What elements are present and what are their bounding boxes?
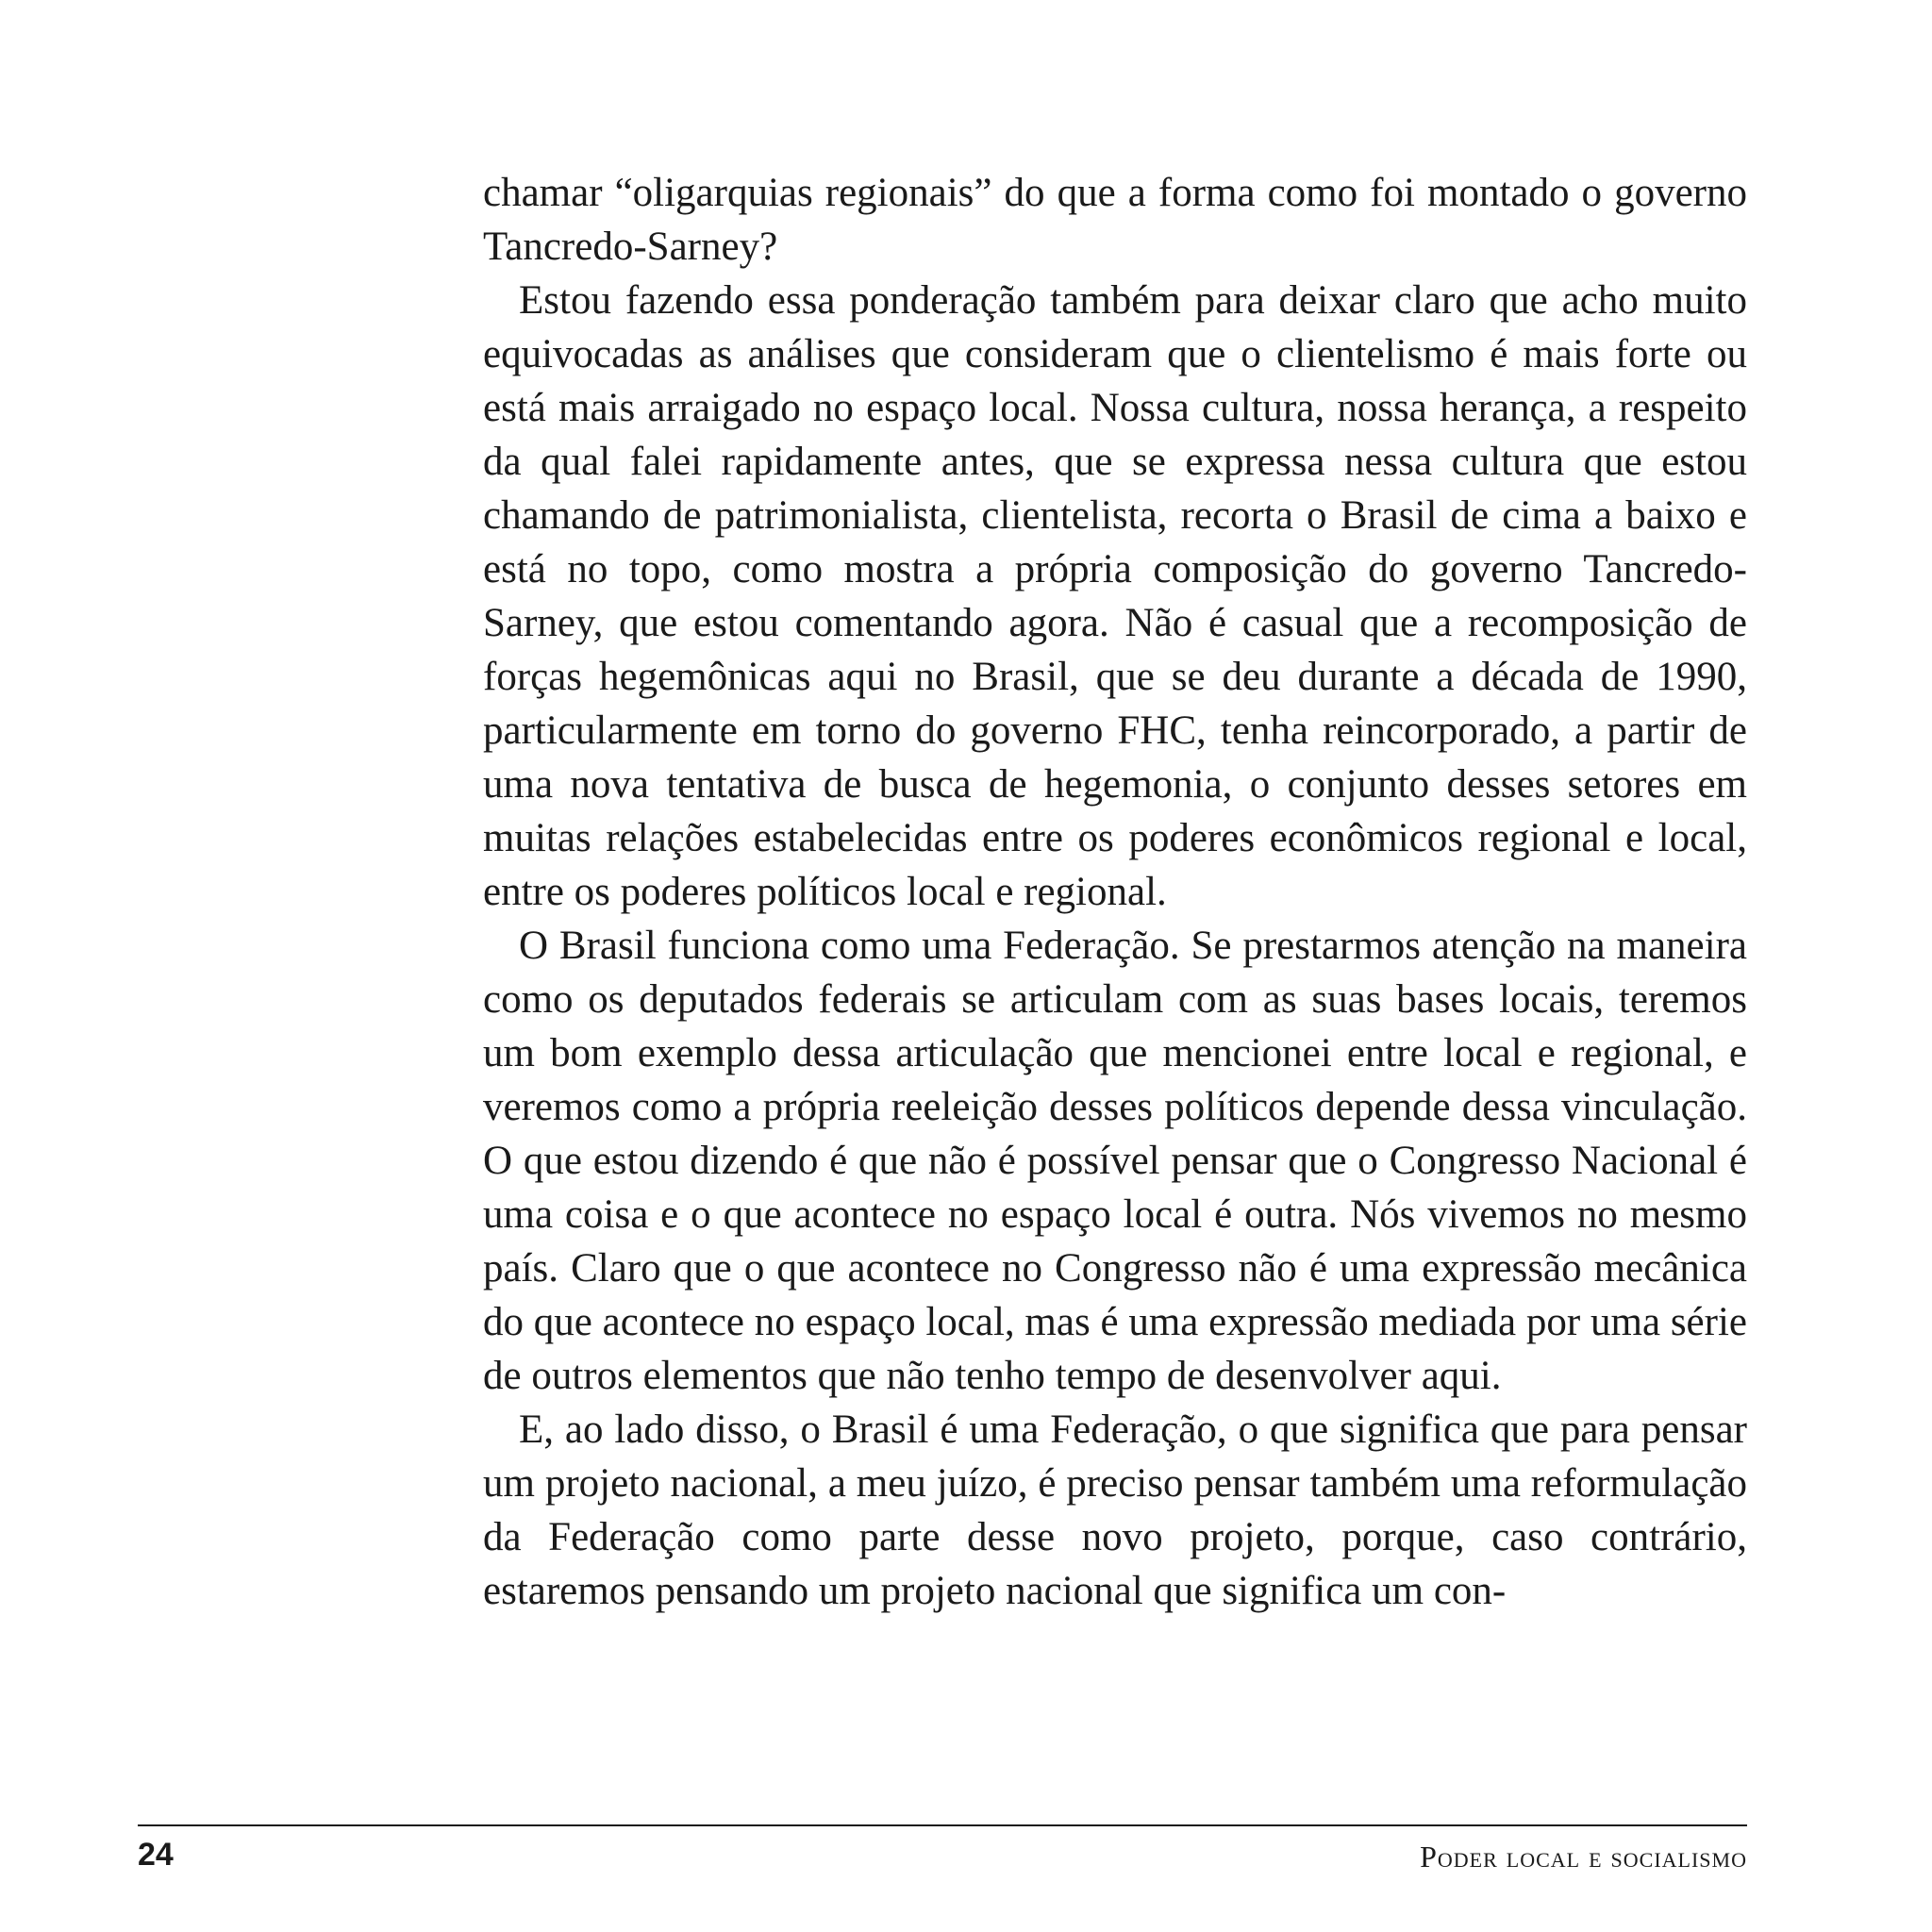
running-title: Poder local e socialismo	[1420, 1840, 1747, 1874]
paragraph-4: E, ao lado disso, o Brasil é uma Federação, o que significa que para pensar um projeto nacional, a meu juízo, é preciso pensar também uma reformulação da Federação como parte desse novo projeto, porque, caso contrário, estaremos pensando um projeto nacional que significa um con-	[483, 1407, 1747, 1613]
body-text	[483, 166, 1747, 1618]
paragraph-2: Estou fazendo essa ponderação também para deixar claro que acho muito equivocadas as análises que consideram que o clientelismo é mais forte ou está mais arraigado no espaço local. Nossa cultura, nossa herança, a respeito da qual falei rapidamente antes, que se expressa nessa cultura que estou chamando de patrimonialista, clientelista, recorta o Brasil de cima a baixo e está no topo, como mostra a própria composição do governo Tancredo-Sarney, que estou comentando agora. Não é casual que a recomposição de forças hegemônicas aqui no Brasil, que se deu durante a década de 1990, particularmente em torno do governo FHC, tenha reincorporado, a partir de uma nova tentativa de busca de hegemonia, o conjunto desses setores em muitas relações estabelecidas entre os poderes econômicos regional e local, entre os poderes políticos local e regional.	[483, 278, 1747, 914]
paragraph-1: chamar “oligarquias regionais” do que a forma como foi montado o governo Tancredo-Sarney?	[483, 171, 1747, 269]
paragraph-3: O Brasil funciona como uma Federação. Se prestarmos atenção na maneira como os deputados federais se articulam com as suas bases locais, teremos um bom exemplo dessa articulação que mencionei entre local e regional, e veremos como a própria reeleição desses políticos depende dessa vinculação. O que estou dizendo é que não é possível pensar que o Congresso Nacional é uma coisa e o que acontece no espaço local é outra. Nós vivemos no mesmo país. Claro que o que acontece no Congresso não é uma expressão mecânica do que acontece no espaço local, mas é uma expressão mediada por uma série de outros elementos que não tenho tempo de desenvolver aqui.	[483, 924, 1747, 1398]
page-number: 24	[138, 1837, 174, 1873]
footer-divider	[138, 1824, 1747, 1826]
